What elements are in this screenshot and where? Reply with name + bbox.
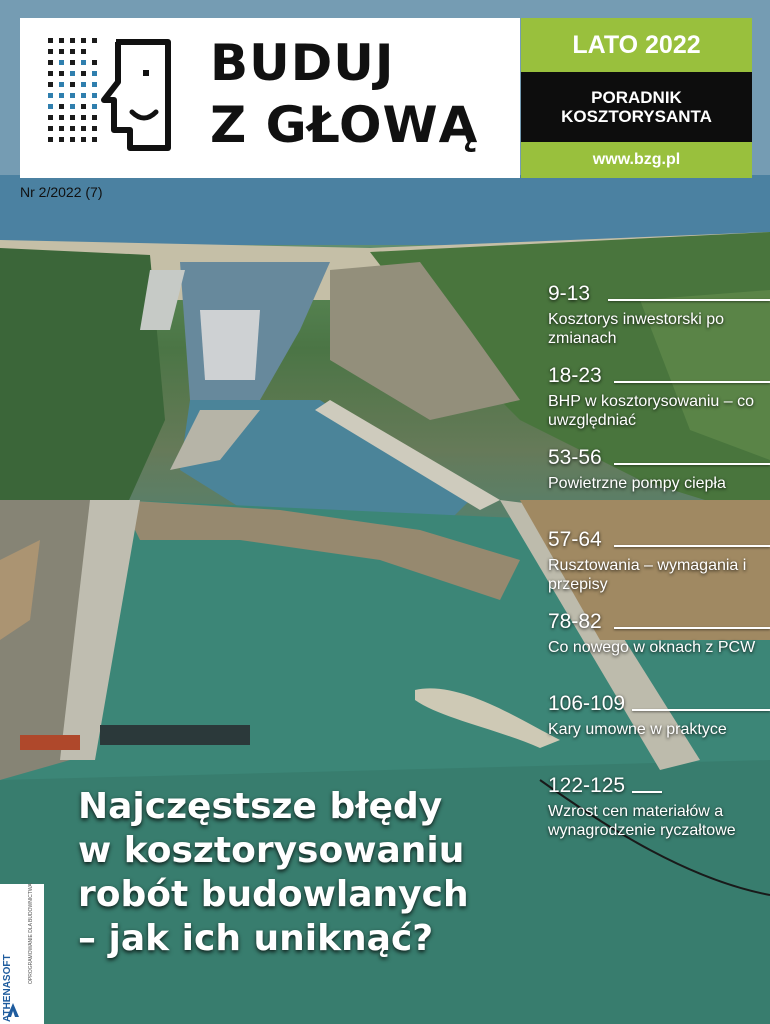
headline-line1: Najczęstsze błędy [78,786,443,827]
toc-title: Co nowego w oknach z PCW [548,639,756,656]
publisher-logo [0,884,44,1024]
toc-divider [632,791,662,793]
masthead [20,18,520,178]
toc-item[interactable] [548,774,770,856]
toc-divider [632,709,770,711]
toc-pages: 53-56 [548,446,602,469]
magazine-title-line2: Z GŁOWĄ [210,96,479,154]
toc-divider [614,545,770,547]
guide-line1: PORADNIK [591,88,682,107]
toc-title: Rusztowania – wymagania i przepisy [548,557,747,593]
toc-pages: 122-125 [548,774,626,797]
cover-headline [78,785,518,961]
headline-line3: robót budowlanych [78,874,469,915]
toc-item[interactable] [548,610,770,692]
magazine-title-line1: BUDUJ [210,34,395,92]
toc-title: Kosztorys inwestorski po zmianach [548,311,725,347]
guide-line2: KOSZTORYSANTA [561,107,712,126]
publisher-name: ATHENASOFT [2,954,13,1022]
guide-badge [521,72,752,142]
head-logo-icon [48,38,198,158]
toc-pages: 57-64 [548,528,602,551]
toc-title: Wzrost cen materiałów a wynagrodzenie ryczałtowe [548,803,736,839]
toc-divider [614,463,770,465]
toc-pages: 9-13 [548,282,591,305]
table-of-contents [548,282,770,856]
season-badge: LATO 2022 [521,18,752,72]
publisher-tagline: OPROGRAMOWANIE DLA BUDOWNICTWA [28,883,34,984]
toc-item[interactable] [548,282,770,364]
toc-item[interactable] [548,692,770,774]
headline-line4: – jak ich uniknąć? [78,918,434,959]
issue-number: Nr 2/2022 (7) [20,184,103,200]
toc-item[interactable] [548,364,770,446]
toc-pages: 78-82 [548,610,602,633]
toc-divider [614,381,770,383]
toc-divider [608,299,770,301]
toc-title: Kary umowne w praktyce [548,721,727,738]
toc-item[interactable] [548,446,770,528]
toc-title: Powietrzne pompy ciepła [548,475,726,492]
website-link[interactable]: www.bzg.pl [521,142,752,178]
toc-item[interactable] [548,528,770,610]
headline-line2: w kosztorysowaniu [78,830,465,871]
toc-pages: 18-23 [548,364,602,387]
toc-pages: 106-109 [548,692,626,715]
toc-divider [614,627,770,629]
toc-title: BHP w kosztorysowaniu – co uwzględniać [548,393,755,429]
